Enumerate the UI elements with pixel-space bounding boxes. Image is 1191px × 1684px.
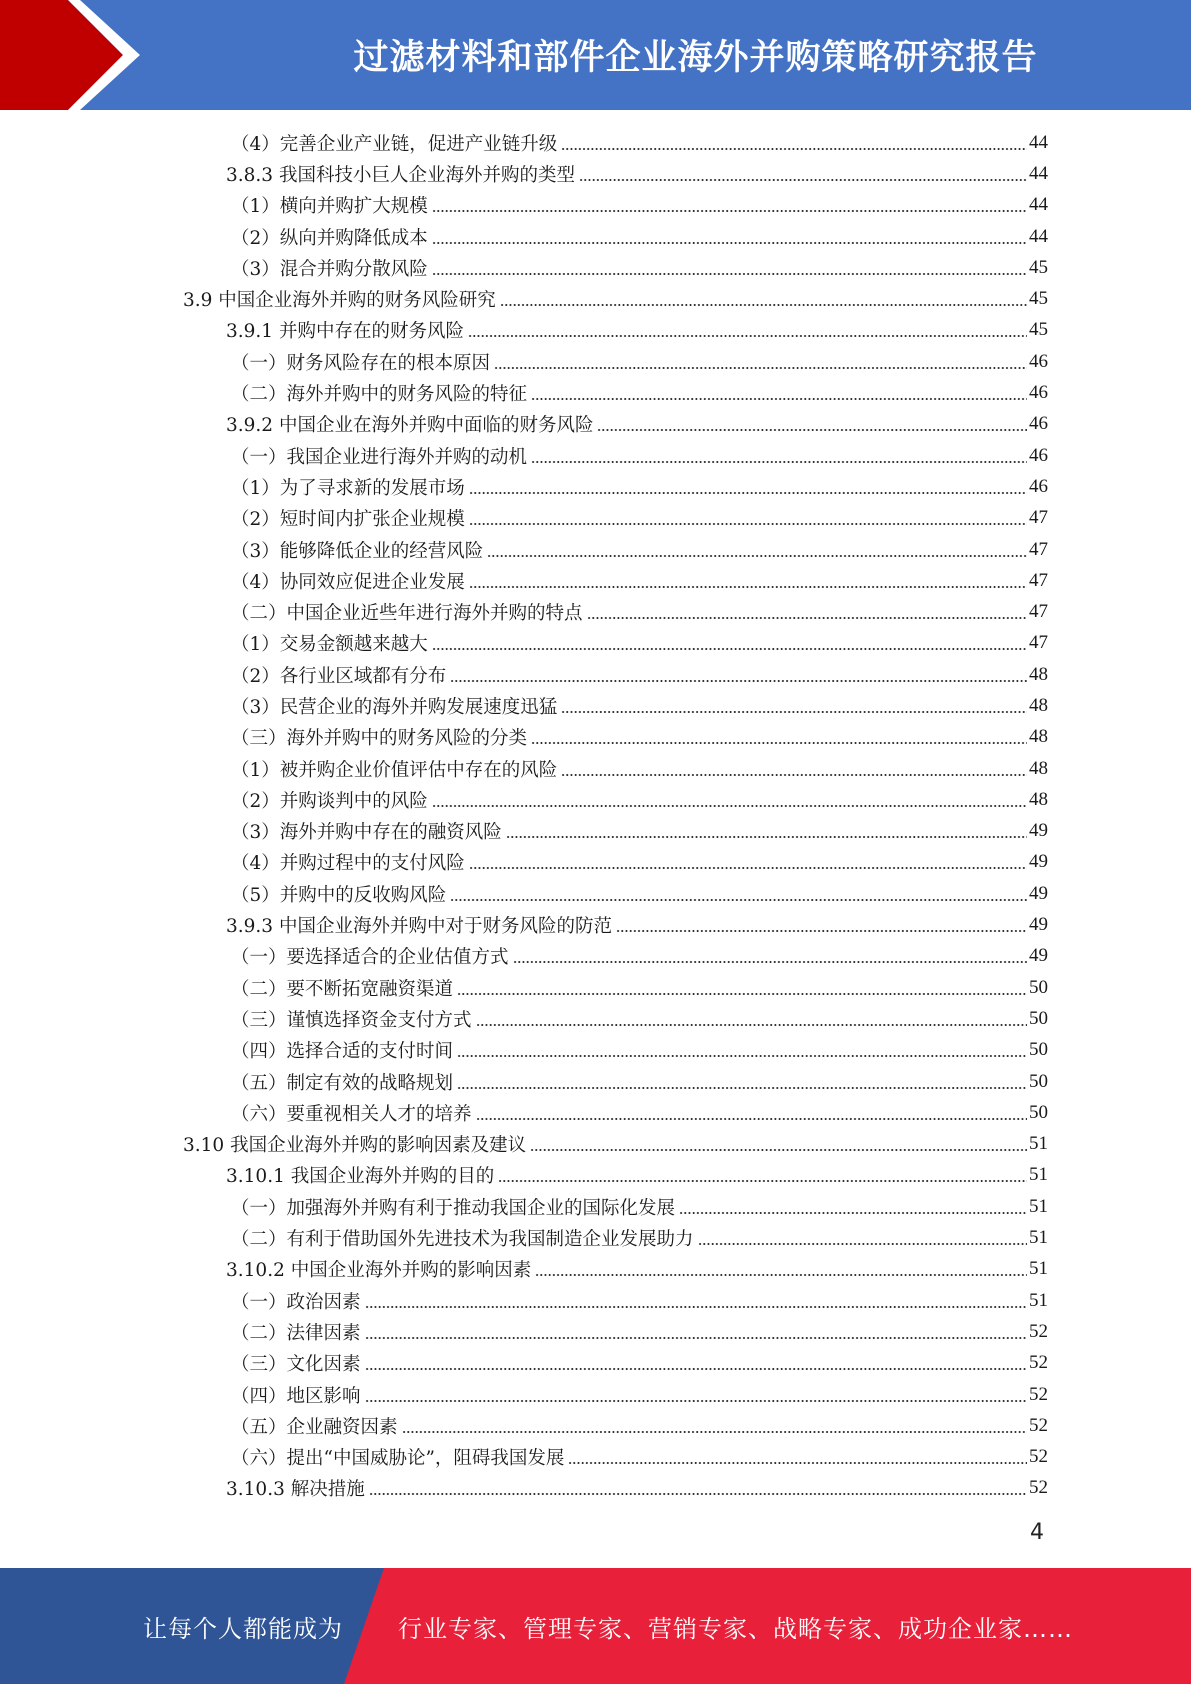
- toc-dot-leader: [568, 1462, 1027, 1464]
- toc-entry-page: 46: [1029, 475, 1048, 497]
- toc-entry-title: （五）制定有效的战略规划: [231, 1072, 454, 1094]
- toc-entry-title: （二）要不断拓宽融资渠道: [231, 978, 454, 1000]
- toc-entry-page: 48: [1029, 694, 1048, 716]
- toc-entry-title: （2）并购谈判中的风险: [231, 790, 428, 812]
- toc-entry-title: （1）交易金额越来越大: [231, 634, 428, 656]
- toc-entry-page: 52: [1029, 1320, 1048, 1342]
- toc-dot-leader: [432, 210, 1027, 212]
- toc-entry-page: 50: [1029, 1039, 1048, 1061]
- toc-dot-leader: [365, 1400, 1027, 1402]
- toc-entry-title: （1）为了寻求新的发展市场: [231, 477, 465, 499]
- toc-entry[interactable]: [0, 784, 1048, 815]
- toc-entry-page: 44: [1029, 162, 1048, 184]
- toc-entry-page: 51: [1029, 1195, 1048, 1217]
- toc-entry-title: 3.9.1 并购中存在的财务风险: [226, 321, 464, 343]
- toc-dot-leader: [369, 1493, 1027, 1495]
- toc-entry-page: 47: [1029, 507, 1048, 529]
- toc-dot-leader: [432, 273, 1027, 275]
- toc-entry[interactable]: [0, 690, 1048, 721]
- toc-entry-title: （一）加强海外并购有利于推动我国企业的国际化发展: [231, 1197, 676, 1219]
- toc-entry[interactable]: [0, 377, 1048, 408]
- toc-entry-title: （3）海外并购中存在的融资风险: [231, 822, 502, 844]
- toc-dot-leader: [561, 148, 1027, 150]
- toc-entry[interactable]: [0, 158, 1048, 189]
- toc-entry-page: 52: [1029, 1383, 1048, 1405]
- toc-entry[interactable]: [0, 471, 1048, 502]
- toc-dot-leader: [469, 867, 1027, 869]
- toc-dot-leader: [457, 1055, 1027, 1057]
- table-of-contents: [0, 127, 1191, 1504]
- toc-dot-leader: [365, 1368, 1027, 1370]
- toc-entry[interactable]: [0, 1441, 1048, 1472]
- toc-entry[interactable]: [0, 753, 1048, 784]
- toc-entry-page: 52: [1029, 1446, 1048, 1468]
- toc-dot-leader: [469, 492, 1027, 494]
- toc-entry-title: （2）短时间内扩张企业规模: [231, 509, 465, 531]
- toc-entry-title: （1）横向并购扩大规模: [231, 196, 428, 218]
- toc-entry-title: （二）海外并购中的财务风险的特征: [231, 384, 528, 406]
- toc-entry-title: 3.10.2 中国企业海外并购的影响因素: [226, 1260, 532, 1282]
- toc-dot-leader: [587, 617, 1027, 619]
- toc-entry-page: 48: [1029, 788, 1048, 810]
- toc-entry-page: 51: [1029, 1164, 1048, 1186]
- toc-entry-title: 3.10.3 解决措施: [226, 1479, 365, 1501]
- toc-entry[interactable]: [0, 847, 1048, 878]
- toc-entry-title: （三）海外并购中的财务风险的分类: [231, 728, 528, 750]
- toc-entry[interactable]: [0, 1160, 1048, 1191]
- report-title: 过滤材料和部件企业海外并购策略研究报告: [353, 38, 1038, 78]
- toc-entry-page: 51: [1029, 1258, 1048, 1280]
- toc-entry[interactable]: [0, 878, 1048, 909]
- header-arrow-decoration: [0, 0, 160, 110]
- toc-entry-page: 49: [1029, 914, 1048, 936]
- toc-dot-leader: [432, 805, 1027, 807]
- toc-entry[interactable]: [0, 1097, 1048, 1128]
- toc-entry-title: 3.8.3 我国科技小巨人企业海外并购的类型: [226, 164, 575, 186]
- toc-entry-title: （一）财务风险存在的根本原因: [231, 352, 491, 374]
- toc-entry-page: 48: [1029, 663, 1048, 685]
- toc-dot-leader: [506, 836, 1027, 838]
- footer-slogan-roles: 行业专家、管理专家、营销专家、战略专家、成功企业家……: [398, 1614, 1073, 1643]
- toc-entry[interactable]: [0, 440, 1048, 471]
- toc-entry-page: 50: [1029, 976, 1048, 998]
- toc-entry[interactable]: [0, 1129, 1048, 1160]
- toc-entry-page: 46: [1029, 413, 1048, 435]
- toc-entry[interactable]: [0, 252, 1048, 283]
- toc-dot-leader: [469, 523, 1027, 525]
- toc-dot-leader: [457, 993, 1027, 995]
- toc-dot-leader: [561, 711, 1027, 713]
- toc-dot-leader: [402, 1431, 1027, 1433]
- toc-entry[interactable]: [0, 722, 1048, 753]
- toc-entry[interactable]: [0, 1066, 1048, 1097]
- toc-entry-page: 49: [1029, 820, 1048, 842]
- toc-entry[interactable]: [0, 1222, 1048, 1253]
- toc-entry[interactable]: [0, 1285, 1048, 1316]
- toc-entry-page: 47: [1029, 601, 1048, 623]
- toc-dot-leader: [531, 742, 1027, 744]
- toc-entry[interactable]: [0, 534, 1048, 565]
- toc-entry[interactable]: [0, 1254, 1048, 1285]
- toc-entry[interactable]: [0, 628, 1048, 659]
- toc-dot-leader: [531, 398, 1027, 400]
- toc-dot-leader: [513, 961, 1027, 963]
- toc-entry-title: （五）企业融资因素: [231, 1416, 398, 1438]
- toc-entry[interactable]: [0, 972, 1048, 1003]
- toc-entry-title: （2）各行业区域都有分布: [231, 665, 447, 687]
- toc-entry-page: 46: [1029, 382, 1048, 404]
- toc-entry[interactable]: [0, 596, 1048, 627]
- toc-entry[interactable]: [0, 816, 1048, 847]
- toc-entry-title: 3.10 我国企业海外并购的影响因素及建议: [183, 1135, 527, 1157]
- toc-entry-title: （二）有利于借助国外先进技术为我国制造企业发展助力: [231, 1229, 694, 1251]
- toc-dot-leader: [469, 586, 1027, 588]
- toc-dot-leader: [500, 304, 1027, 306]
- toc-entry-page: 49: [1029, 945, 1048, 967]
- toc-entry-title: （二）法律因素: [231, 1322, 361, 1344]
- toc-entry-title: （3）民营企业的海外并购发展速度迅猛: [231, 696, 558, 718]
- toc-entry-page: 52: [1029, 1477, 1048, 1499]
- toc-dot-leader: [494, 367, 1027, 369]
- toc-dot-leader: [432, 648, 1027, 650]
- toc-entry-title: （4）并购过程中的支付风险: [231, 853, 465, 875]
- toc-dot-leader: [457, 1087, 1027, 1089]
- toc-entry[interactable]: [0, 1348, 1048, 1379]
- toc-entry-page: 46: [1029, 350, 1048, 372]
- toc-entry-title: 3.10.1 我国企业海外并购的目的: [226, 1166, 495, 1188]
- toc-entry-title: （2）纵向并购降低成本: [231, 227, 428, 249]
- toc-dot-leader: [616, 930, 1027, 932]
- toc-dot-leader: [476, 1024, 1027, 1026]
- toc-entry-page: 51: [1029, 1289, 1048, 1311]
- toc-entry-page: 51: [1029, 1227, 1048, 1249]
- toc-entry-title: （六）要重视相关人才的培养: [231, 1103, 472, 1125]
- toc-dot-leader: [531, 461, 1027, 463]
- toc-dot-leader: [498, 1180, 1027, 1182]
- toc-dot-leader: [468, 335, 1027, 337]
- toc-dot-leader: [450, 680, 1027, 682]
- toc-entry-title: （四）地区影响: [231, 1385, 361, 1407]
- page-number: 4: [1030, 1520, 1044, 1545]
- toc-entry-title: （六）提出“中国威胁论”，阻碍我国发展: [231, 1448, 565, 1470]
- page-footer: [0, 1568, 1191, 1684]
- toc-entry-page: 50: [1029, 1007, 1048, 1029]
- toc-entry-page: 48: [1029, 726, 1048, 748]
- toc-entry[interactable]: [0, 315, 1048, 346]
- toc-entry-page: 45: [1029, 319, 1048, 341]
- toc-entry[interactable]: [0, 1473, 1048, 1504]
- toc-entry-page: 44: [1029, 131, 1048, 153]
- toc-entry-page: 49: [1029, 851, 1048, 873]
- toc-entry-page: 49: [1029, 882, 1048, 904]
- toc-entry-page: 45: [1029, 288, 1048, 310]
- toc-entry-page: 48: [1029, 757, 1048, 779]
- toc-entry-page: 47: [1029, 538, 1048, 560]
- toc-entry[interactable]: [0, 346, 1048, 377]
- toc-entry[interactable]: [0, 909, 1048, 940]
- toc-dot-leader: [487, 555, 1027, 557]
- toc-entry-title: （二）中国企业近些年进行海外并购的特点: [231, 603, 583, 625]
- toc-entry-title: （3）混合并购分散风险: [231, 258, 428, 280]
- toc-dot-leader: [365, 1306, 1027, 1308]
- toc-entry[interactable]: [0, 1379, 1048, 1410]
- toc-entry-title: 3.9.3 中国企业海外并购中对于财务风险的防范: [226, 916, 612, 938]
- toc-entry[interactable]: [0, 941, 1048, 972]
- toc-dot-leader: [535, 1274, 1027, 1276]
- toc-entry-page: 50: [1029, 1070, 1048, 1092]
- toc-entry-page: 44: [1029, 225, 1048, 247]
- toc-entry[interactable]: [0, 283, 1048, 314]
- toc-entry-title: （1）被并购企业价值评估中存在的风险: [231, 759, 558, 781]
- footer-slogan-lead: 让每个人都能成为: [143, 1614, 343, 1643]
- toc-entry[interactable]: [0, 503, 1048, 534]
- toc-entry-page: 46: [1029, 444, 1048, 466]
- toc-entry-page: 45: [1029, 256, 1048, 278]
- toc-entry-title: 3.9.2 中国企业在海外并购中面临的财务风险: [226, 415, 594, 437]
- toc-entry[interactable]: [0, 1035, 1048, 1066]
- toc-entry-title: （4）协同效应促进企业发展: [231, 571, 465, 593]
- toc-entry[interactable]: [0, 190, 1048, 221]
- toc-entry-page: 50: [1029, 1101, 1048, 1123]
- toc-dot-leader: [579, 179, 1027, 181]
- page-header: [0, 0, 1191, 110]
- toc-entry-title: （5）并购中的反收购风险: [231, 884, 447, 906]
- toc-dot-leader: [530, 1149, 1027, 1151]
- toc-entry[interactable]: [0, 565, 1048, 596]
- toc-entry[interactable]: [0, 659, 1048, 690]
- toc-entry-title: （一）政治因素: [231, 1291, 361, 1313]
- toc-entry-title: （一）要选择适合的企业估值方式: [231, 947, 509, 969]
- toc-dot-leader: [679, 1212, 1027, 1214]
- toc-entry-page: 47: [1029, 569, 1048, 591]
- toc-entry-title: （四）选择合适的支付时间: [231, 1041, 454, 1063]
- toc-entry[interactable]: [0, 409, 1048, 440]
- toc-entry-title: （3）能够降低企业的经营风险: [231, 540, 484, 562]
- toc-dot-leader: [432, 242, 1027, 244]
- toc-entry-page: 52: [1029, 1414, 1048, 1436]
- toc-entry[interactable]: [0, 1316, 1048, 1347]
- toc-entry-title: （一）我国企业进行海外并购的动机: [231, 446, 528, 468]
- toc-entry-title: 3.9 中国企业海外并购的财务风险研究: [183, 290, 496, 312]
- toc-entry-page: 47: [1029, 632, 1048, 654]
- toc-entry[interactable]: [0, 1191, 1048, 1222]
- toc-entry-title: （4）完善企业产业链，促进产业链升级: [231, 133, 558, 155]
- toc-entry-page: 51: [1029, 1133, 1048, 1155]
- toc-entry[interactable]: [0, 127, 1048, 158]
- toc-dot-leader: [561, 774, 1027, 776]
- toc-entry-title: （三）谨慎选择资金支付方式: [231, 1009, 472, 1031]
- toc-dot-leader: [698, 1243, 1027, 1245]
- toc-entry[interactable]: [0, 1003, 1048, 1034]
- toc-entry-page: 44: [1029, 194, 1048, 216]
- toc-entry-page: 52: [1029, 1352, 1048, 1374]
- toc-entry[interactable]: [0, 221, 1048, 252]
- toc-entry-title: （三）文化因素: [231, 1354, 361, 1376]
- toc-dot-leader: [450, 899, 1027, 901]
- toc-dot-leader: [365, 1337, 1027, 1339]
- toc-entry[interactable]: [0, 1410, 1048, 1441]
- toc-dot-leader: [476, 1118, 1027, 1120]
- toc-dot-leader: [597, 429, 1027, 431]
